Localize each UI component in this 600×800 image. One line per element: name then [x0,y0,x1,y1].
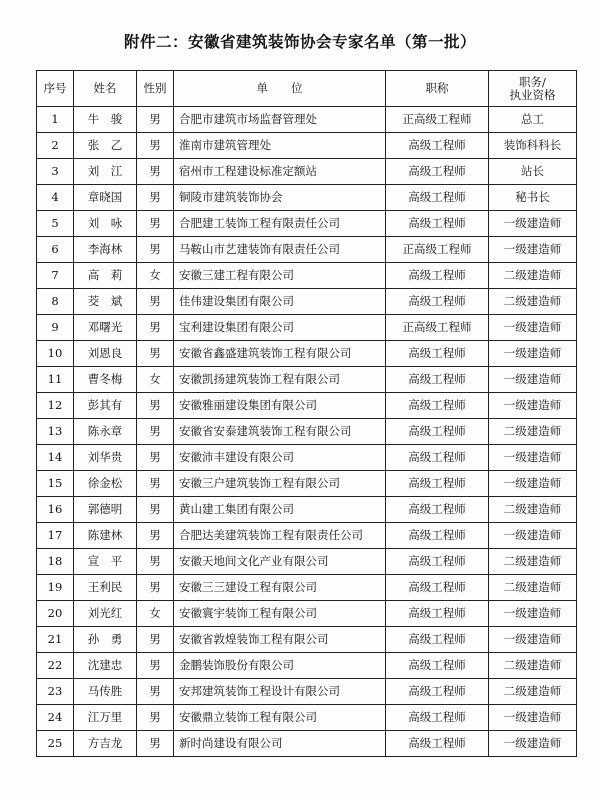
cell-unit: 新时尚建设有限公司 [174,731,386,757]
cell-title: 高级工程师 [386,159,489,185]
cell-name: 江万里 [74,705,137,731]
header-title: 职称 [386,71,489,107]
cell-qualification: 总工 [489,107,577,133]
cell-sex: 男 [137,575,174,601]
table-row [37,627,577,653]
cell-qualification: 一级建造师 [489,705,577,731]
cell-unit: 铜陵市建筑装饰协会 [174,185,386,211]
cell-title: 高级工程师 [386,679,489,705]
cell-name: 陈永章 [74,419,137,445]
cell-sex: 男 [137,731,174,757]
cell-unit: 安徽三三建设工程有限公司 [174,575,386,601]
cell-unit: 合肥建工装饰工程有限责任公司 [174,211,386,237]
cell-sex: 男 [137,445,174,471]
table-row [37,237,577,263]
cell-no: 6 [37,237,74,263]
cell-no: 22 [37,653,74,679]
table-row [37,289,577,315]
cell-qualification: 二级建造师 [489,653,577,679]
cell-qualification: 一级建造师 [489,445,577,471]
header-unit: 单 位 [174,71,386,107]
cell-sex: 男 [137,523,174,549]
table-row [37,341,577,367]
cell-no: 18 [37,549,74,575]
cell-unit: 安徽三户建筑装饰工程有限公司 [174,471,386,497]
table-row [37,731,577,757]
cell-unit: 合肥达美建筑装饰工程有限责任公司 [174,523,386,549]
cell-no: 15 [37,471,74,497]
cell-no: 16 [37,497,74,523]
table-row [37,523,577,549]
cell-name: 沈建忠 [74,653,137,679]
header-qualification [489,71,577,107]
cell-sex: 女 [137,263,174,289]
cell-no: 13 [37,419,74,445]
cell-unit: 安徽省鑫盛建筑装饰工程有限公司 [174,341,386,367]
cell-no: 19 [37,575,74,601]
cell-no: 10 [37,341,74,367]
cell-unit: 佳伟建设集团有限公司 [174,289,386,315]
table-row [37,185,577,211]
cell-no: 12 [37,393,74,419]
cell-name: 邓曙光 [74,315,137,341]
cell-qualification: 站长 [489,159,577,185]
cell-qualification: 一级建造师 [489,341,577,367]
table-row [37,393,577,419]
cell-no: 24 [37,705,74,731]
table-body [37,107,577,757]
cell-sex: 男 [137,107,174,133]
cell-qualification: 秘书长 [489,185,577,211]
table-row [37,367,577,393]
cell-qualification: 一级建造师 [489,523,577,549]
cell-no: 7 [37,263,74,289]
cell-unit: 安徽沛丰建设有限公司 [174,445,386,471]
header-qualification-line2: 执业资格 [509,87,556,102]
cell-sex: 男 [137,705,174,731]
header-name: 姓名 [74,71,137,107]
cell-qualification: 二级建造师 [489,497,577,523]
cell-unit: 安徽鼎立装饰工程有限公司 [174,705,386,731]
cell-unit: 合肥市建筑市场监督管理处 [174,107,386,133]
cell-qualification: 一级建造师 [489,627,577,653]
cell-unit: 金鹏装饰股份有限公司 [174,653,386,679]
cell-name: 宣 平 [74,549,137,575]
cell-unit: 安邦建筑装饰工程设计有限公司 [174,679,386,705]
cell-name: 刘华贵 [74,445,137,471]
cell-no: 20 [37,601,74,627]
cell-qualification: 一级建造师 [489,211,577,237]
cell-qualification: 二级建造师 [489,419,577,445]
cell-unit: 安徽省安泰建筑装饰工程有限公司 [174,419,386,445]
cell-title: 高级工程师 [386,393,489,419]
cell-unit: 安徽省敦煌装饰工程有限公司 [174,627,386,653]
cell-name: 曹冬梅 [74,367,137,393]
cell-name: 王利民 [74,575,137,601]
cell-title: 高级工程师 [386,705,489,731]
table-row [37,549,577,575]
cell-sex: 男 [137,393,174,419]
cell-qualification: 一级建造师 [489,315,577,341]
table-row [37,653,577,679]
cell-no: 5 [37,211,74,237]
cell-name: 茭 斌 [74,289,137,315]
cell-name: 郭德明 [74,497,137,523]
table-row [37,159,577,185]
cell-sex: 男 [137,627,174,653]
cell-title: 高级工程师 [386,341,489,367]
cell-sex: 女 [137,367,174,393]
cell-title: 高级工程师 [386,523,489,549]
cell-title: 高级工程师 [386,497,489,523]
cell-unit: 安徽雅丽建设集团有限公司 [174,393,386,419]
cell-no: 1 [37,107,74,133]
cell-title: 高级工程师 [386,419,489,445]
table-row [37,445,577,471]
cell-name: 马传胜 [74,679,137,705]
cell-sex: 男 [137,237,174,263]
cell-name: 高 莉 [74,263,137,289]
cell-unit: 安徽凯扬建筑装饰工程有限公司 [174,367,386,393]
cell-unit: 黄山建工集团有限公司 [174,497,386,523]
cell-title: 正高级工程师 [386,237,489,263]
cell-title: 高级工程师 [386,289,489,315]
cell-sex: 男 [137,653,174,679]
cell-unit: 安徽天地间文化产业有限公司 [174,549,386,575]
cell-qualification: 一级建造师 [489,237,577,263]
document-title: 附件二：安徽省建筑装饰协会专家名单（第一批） [123,32,476,51]
cell-qualification: 一级建造师 [489,367,577,393]
cell-sex: 男 [137,549,174,575]
cell-no: 9 [37,315,74,341]
cell-sex: 男 [137,159,174,185]
cell-title: 高级工程师 [386,471,489,497]
cell-sex: 女 [137,601,174,627]
cell-qualification: 装饰科科长 [489,133,577,159]
cell-qualification: 二级建造师 [489,549,577,575]
table-row [37,679,577,705]
cell-title: 高级工程师 [386,185,489,211]
table-row [37,471,577,497]
header-sex: 性别 [137,71,174,107]
table-row [37,133,577,159]
table-row [37,575,577,601]
cell-title: 高级工程师 [386,575,489,601]
cell-unit: 淮南市建筑管理处 [174,133,386,159]
cell-title: 高级工程师 [386,367,489,393]
table-row [37,263,577,289]
cell-qualification: 二级建造师 [489,263,577,289]
cell-name: 刘 咏 [74,211,137,237]
table-row [37,705,577,731]
cell-title: 高级工程师 [386,263,489,289]
cell-title: 高级工程师 [386,653,489,679]
cell-no: 17 [37,523,74,549]
cell-no: 2 [37,133,74,159]
cell-name: 张 乙 [74,133,137,159]
cell-sex: 男 [137,419,174,445]
table-header [37,71,577,107]
cell-name: 刘 江 [74,159,137,185]
cell-unit: 马鞍山市艺建装饰有限责任公司 [174,237,386,263]
cell-qualification: 一级建造师 [489,471,577,497]
cell-qualification: 二级建造师 [489,289,577,315]
header-no: 序号 [37,71,74,107]
expert-list-table [36,70,577,757]
cell-title: 高级工程师 [386,133,489,159]
cell-no: 23 [37,679,74,705]
cell-unit: 宿州市工程建设标准定额站 [174,159,386,185]
cell-sex: 男 [137,679,174,705]
cell-qualification: 一级建造师 [489,731,577,757]
cell-no: 4 [37,185,74,211]
cell-qualification: 一级建造师 [489,393,577,419]
cell-no: 14 [37,445,74,471]
cell-sex: 男 [137,211,174,237]
cell-title: 高级工程师 [386,731,489,757]
cell-name: 彭其有 [74,393,137,419]
cell-sex: 男 [137,133,174,159]
table-row [37,497,577,523]
header-row [37,71,577,107]
cell-no: 11 [37,367,74,393]
cell-name: 章晓国 [74,185,137,211]
table-row [37,107,577,133]
table-row [37,601,577,627]
cell-title: 高级工程师 [386,601,489,627]
cell-no: 3 [37,159,74,185]
cell-unit: 宝利建设集团有限公司 [174,315,386,341]
cell-unit: 安徽寰宇装饰工程有限公司 [174,601,386,627]
cell-name: 方吉龙 [74,731,137,757]
cell-qualification: 二级建造师 [489,575,577,601]
cell-name: 刘恩良 [74,341,137,367]
cell-sex: 男 [137,185,174,211]
cell-sex: 男 [137,289,174,315]
cell-no: 21 [37,627,74,653]
cell-name: 孙 勇 [74,627,137,653]
cell-sex: 男 [137,315,174,341]
table-row [37,211,577,237]
cell-qualification: 二级建造师 [489,679,577,705]
cell-name: 徐金松 [74,471,137,497]
cell-title: 高级工程师 [386,445,489,471]
table-row [37,315,577,341]
cell-name: 刘光红 [74,601,137,627]
cell-sex: 男 [137,497,174,523]
cell-name: 陈建林 [74,523,137,549]
cell-sex: 男 [137,471,174,497]
cell-title: 正高级工程师 [386,107,489,133]
cell-name: 李海林 [74,237,137,263]
cell-no: 25 [37,731,74,757]
cell-title: 高级工程师 [386,211,489,237]
table-row [37,419,577,445]
cell-title: 高级工程师 [386,549,489,575]
header-qualification-line1: 职务/ [519,74,546,89]
cell-title: 高级工程师 [386,627,489,653]
cell-no: 8 [37,289,74,315]
cell-unit: 安徽三建工程有限公司 [174,263,386,289]
cell-qualification: 一级建造师 [489,601,577,627]
cell-name: 牛 骏 [74,107,137,133]
cell-sex: 男 [137,341,174,367]
cell-title: 正高级工程师 [386,315,489,341]
